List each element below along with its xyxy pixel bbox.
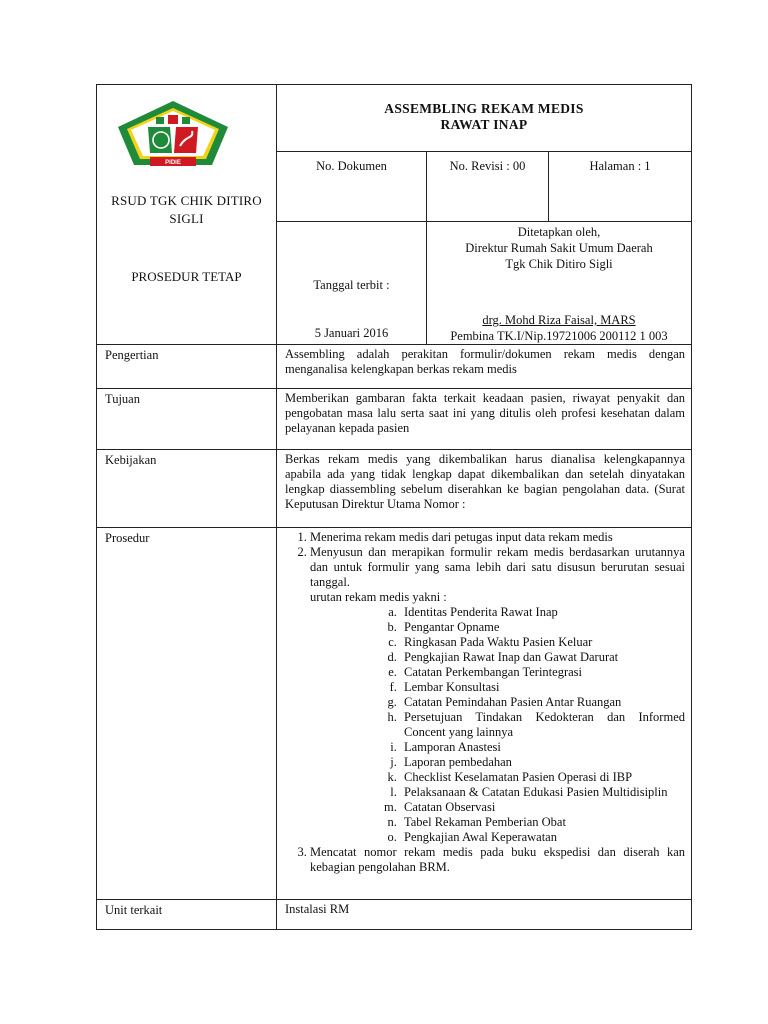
- urutan-item: m. Catatan Observasi: [400, 800, 685, 815]
- direktur-line2: Tgk Chik Ditiro Sigli: [505, 257, 613, 271]
- no-dokumen-label: No. Dokumen: [316, 159, 387, 173]
- urutan-item: l. Pelaksanaan & Catatan Edukasi Pasien Multidisiplin: [400, 785, 685, 800]
- urutan-item: g. Catatan Pemindahan Pasien Antar Ruangan: [400, 695, 685, 710]
- urutan-item: a. Identitas Penderita Rawat Inap: [400, 605, 685, 620]
- halaman-label: Halaman : 1: [589, 159, 651, 173]
- kebijakan-label: Kebijakan: [97, 450, 277, 528]
- tanggal-terbit-cell: [277, 222, 427, 345]
- urutan-item: d. Pengkajian Rawat Inap dan Gawat Darurat: [400, 650, 685, 665]
- unit-terkait-label: Unit terkait: [97, 900, 277, 930]
- tujuan-text: Memberikan gambaran fakta terkait keadaan pasien, riwayat penyakit dan pengobatan masa lalu serta saat ini yang ditulis oleh profesi kesehatan dalam pelayanan kepada pasien: [277, 389, 692, 450]
- urutan-item: f. Lembar Konsultasi: [400, 680, 685, 695]
- urutan-intro: urutan rekam medis yakni :: [310, 590, 447, 604]
- tanggal-terbit-value: 5 Januari 2016: [314, 326, 389, 340]
- logo-caption: PIDIE: [165, 160, 181, 166]
- no-revisi-cell: [427, 152, 549, 222]
- ditetapkan-label: Ditetapkan oleh,: [517, 225, 601, 239]
- urutan-item: j. Laporan pembedahan: [400, 755, 685, 770]
- urutan-item: k. Checklist Keselamatan Pasien Operasi di IBP: [400, 770, 685, 785]
- pengertian-label: Pengertian: [97, 345, 277, 389]
- no-dokumen-cell: [277, 152, 427, 222]
- document-title-line2: RAWAT INAP: [440, 117, 528, 132]
- urutan-item: o. Pengkajian Awal Keperawatan: [400, 830, 685, 845]
- tanggal-terbit-label: Tanggal terbit :: [313, 278, 390, 292]
- urutan-item: b. Pengantar Opname: [400, 620, 685, 635]
- document-type: PROSEDUR TETAP: [131, 269, 242, 284]
- urutan-item: e. Catatan Perkembangan Terintegrasi: [400, 665, 685, 680]
- document-title-line1: ASSEMBLING REKAM MEDIS: [384, 101, 584, 116]
- no-revisi-label: No. Revisi : 00: [449, 159, 526, 173]
- prosedur-label: Prosedur: [97, 528, 277, 900]
- urutan-item: h. Persetujuan Tindakan Kedokteran dan Informed Concent yang lainnya: [400, 710, 685, 740]
- kebijakan-text: Berkas rekam medis yang dikembalikan harus dianalisa kelengkapannya apabila ada yang tidak lengkap dapat dikembalikan dan setelah dinyatakan lengkap diassembling sebelum diserahkan ke bagian pengolahan data. (Surat Keputusan Direktur Utama Nomor :: [277, 450, 692, 528]
- hospital-name: RSUD TGK CHIK DITIRO SIGLI: [111, 193, 262, 226]
- document-title-cell: [277, 85, 692, 152]
- prosedur-steps: [285, 530, 685, 875]
- signer-name: drg. Mohd Riza Faisal, MARS: [482, 313, 636, 327]
- tujuan-label: Tujuan: [97, 389, 277, 450]
- halaman-cell: [549, 152, 692, 222]
- prosedur-content: [277, 528, 692, 900]
- signer-nip: Pembina TK.I/Nip.19721006 200112 1 003: [450, 329, 668, 343]
- urutan-item: n. Tabel Rekaman Pemberian Obat: [400, 815, 685, 830]
- urutan-rekam-medis-list: [310, 605, 685, 845]
- pengertian-text: Assembling adalah perakitan formulir/dokumen rekam medis dengan menganalisa kelengkapan berkas rekam medis: [277, 345, 692, 389]
- urutan-item: c. Ringkasan Pada Waktu Pasien Keluar: [400, 635, 685, 650]
- unit-terkait-text: Instalasi RM: [277, 900, 692, 930]
- direktur-line1: Direktur Rumah Sakit Umum Daerah: [465, 241, 653, 255]
- urutan-item: i. Lamporan Anastesi: [400, 740, 685, 755]
- sop-document-table: [96, 84, 692, 930]
- hospital-logo: [110, 99, 236, 171]
- prosedur-step: 3. Mencatat nomor rekam medis pada buku ekspedisi dan diserah kan kebagian pengolahan BRM.: [310, 845, 685, 875]
- header-identity-cell: [97, 85, 277, 345]
- prosedur-step: 1. Menerima rekam medis dari petugas input data rekam medis: [310, 530, 685, 545]
- prosedur-step: [310, 545, 685, 845]
- prosedur-step2-text: Menyusun dan merapikan formulir rekam medis berdasarkan urutannya dan untuk formulir yang sama lebih dari satu disusun berurutan sesuai tanggal.: [310, 545, 685, 589]
- pengesahan-cell: [427, 222, 692, 345]
